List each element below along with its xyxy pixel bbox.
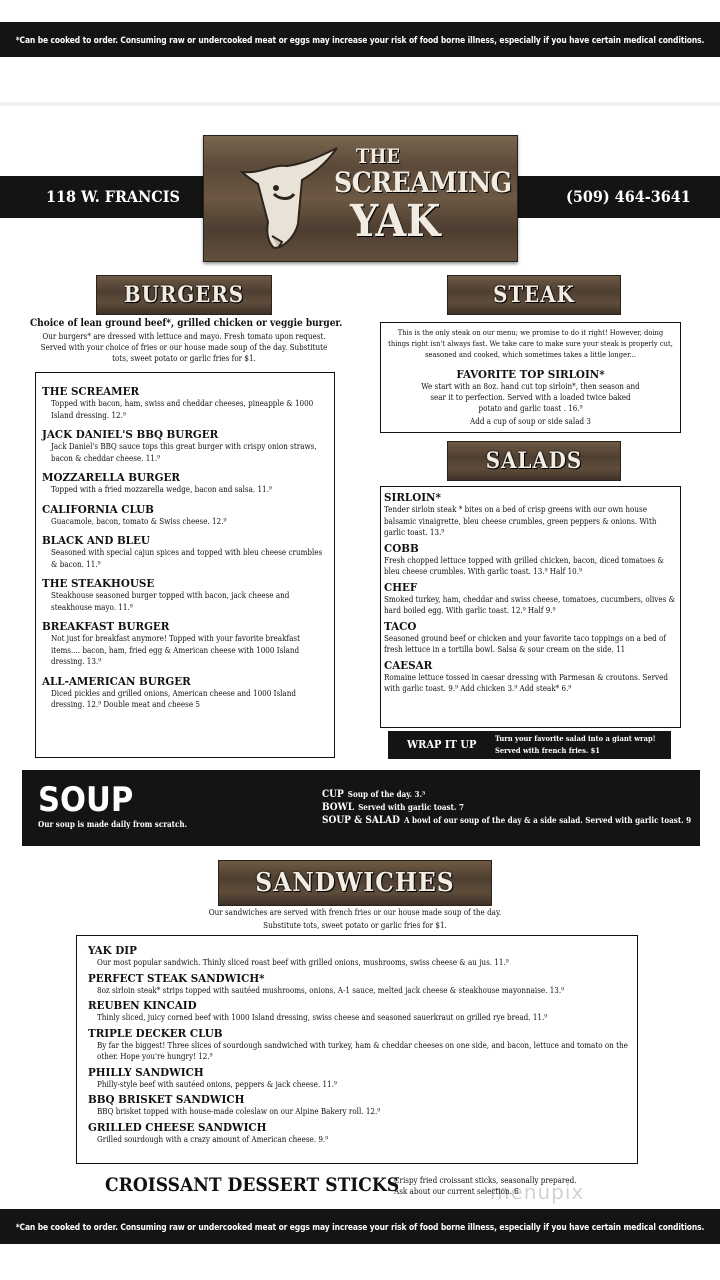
- sandwiches-title: SANDWICHES: [255, 868, 455, 898]
- salad-item-desc: Romaine lettuce tossed in caesar dressing with Parmesan & croutons. Served with garlic toast. 9.⁹ Add chicken 3.⁹ Add steak* 6.⁹: [384, 672, 668, 693]
- steak-box: [380, 322, 681, 433]
- burger-list: [42, 385, 330, 718]
- burgers-box: [35, 372, 335, 758]
- salad-item-desc: Seasoned ground beef or chicken and your favorite taco toppings on a bed of fresh lettuce in a tortilla bowl. Salsa & sour cream on the side. 11: [384, 633, 666, 654]
- watermark: menupix: [490, 1180, 585, 1204]
- burgers-intro-bold: Choice of lean ground beef*, grilled chicken or veggie burger.: [30, 318, 343, 329]
- sandwich-item: [88, 944, 633, 969]
- sandwich-item: [88, 972, 633, 997]
- burger-item-name: THE SCREAMER: [42, 384, 140, 398]
- phone: (509) 464-3641: [566, 187, 691, 206]
- soup-item-name: CUP: [322, 789, 344, 800]
- salad-item: [384, 659, 678, 695]
- sandwich-item-desc: Thinly sliced, juicy corned beef with 1000 Island dressing, swiss cheese and seasoned sauerkraut on grilled rye bread. 11.⁹: [97, 1013, 548, 1022]
- divider: [0, 102, 720, 106]
- sandwich-item-name: PHILLY SANDWICH: [88, 1064, 204, 1079]
- steak-item-name: FAVORITE TOP SIRLOIN*: [456, 367, 605, 381]
- soup-item: [322, 815, 692, 826]
- burger-item: [42, 620, 330, 668]
- salad-item-name: SIRLOIN*: [384, 490, 441, 504]
- burgers-title-plank: [96, 275, 272, 315]
- sandwich-item-name: BBQ BRISKET SANDWICH: [88, 1092, 245, 1106]
- wrap-it-up-banner: [388, 731, 671, 759]
- salad-item-name: COBB: [384, 540, 419, 555]
- wrap-it-up-label: WRAP IT UP: [407, 738, 477, 751]
- soup-title: SOUP: [38, 780, 134, 820]
- logo-text-screaming: SCREAMING: [334, 166, 512, 199]
- salad-item-desc: Smoked turkey, ham, cheddar and swiss cheese, tomatoes, cucumbers, olives & hard boiled egg. With garlic toast. 12.⁹ Half 9.⁹: [384, 594, 676, 615]
- sandwich-item-name: GRILLED CHEESE SANDWICH: [88, 1119, 267, 1134]
- burger-item-desc: Jack Daniel's BBQ sauce tops this great burger with crispy onion straws, bacon & cheddar cheese. 11.⁹: [51, 442, 317, 463]
- dessert-desc-2: Ask about our current selection. 6: [394, 1187, 519, 1196]
- top-disclaimer-band: [0, 22, 720, 57]
- burger-item: [42, 471, 330, 496]
- burger-item-desc: Seasoned with special cajun spices and topped with bleu cheese crumbles & bacon. 11.⁹: [51, 548, 323, 569]
- salad-item: [384, 620, 678, 656]
- steak-title-plank: [447, 275, 621, 315]
- salad-item: [384, 581, 678, 617]
- logo-text-the: THE: [356, 144, 401, 168]
- steak-title: STEAK: [493, 282, 575, 308]
- sandwich-item-desc: By far the biggest! Three slices of sourdough sandwiched with turkey, ham & cheddar cheeses on one side, and bacon, lettuce and tomato on the other. Hope you're hungry! 12.⁹: [97, 1040, 628, 1061]
- burger-item: [42, 503, 330, 528]
- steak-intro: This is the only steak on our menu; we promise to do it right! However, doing things right isn't always fast. We take care to make sure your steak is properly cut, seasoned and cooked, which sometimes takes a little longer...: [388, 328, 673, 359]
- soup-item-name: BOWL: [322, 802, 355, 813]
- soup-band: [22, 770, 700, 846]
- dessert-desc-1: Crispy fried croissant sticks, seasonally prepared.: [394, 1176, 577, 1185]
- burgers-intro: Our burgers* are dressed with lettuce and mayo. Fresh tomato upon request. Served with your choice of fries or our house made soup of the day. Substitute tots, sweet potato or garlic fries for $1.: [40, 332, 328, 363]
- burger-item-name: MOZZARELLA BURGER: [42, 470, 180, 484]
- burger-item-name: BLACK AND BLEU: [42, 533, 150, 547]
- burger-item-name: CALIFORNIA CLUB: [42, 501, 154, 516]
- logo-text-yak: YAK: [350, 196, 441, 247]
- burger-item: [42, 385, 330, 421]
- sandwich-item: [88, 1027, 633, 1063]
- dessert-name: CROISSANT DESSERT STICKS: [105, 1174, 400, 1196]
- soup-item-desc: A bowl of our soup of the day & a side salad. Served with garlic toast. 9: [403, 815, 692, 825]
- soup-list: [322, 789, 692, 828]
- sandwich-item: [88, 999, 633, 1024]
- soup-subtitle: Our soup is made daily from scratch.: [38, 819, 188, 829]
- burger-item-desc: Topped with a fried mozzarella wedge, bacon and salsa. 11.⁹: [51, 485, 272, 494]
- burger-item-desc: Guacamole, bacon, tomato & Swiss cheese. 12.⁹: [51, 516, 227, 526]
- salad-item-desc: Tender sirloin steak * bites on a bed of crisp greens with our own house balsamic vinaigrette, bleu cheese crumbles, green peppers & onions. With garlic toast. 13.⁹: [384, 505, 657, 537]
- salad-item-name: CHEF: [384, 579, 418, 594]
- top-disclaimer: *Can be cooked to order. Consuming raw or undercooked meat or eggs may increase your risk of food borne illness, especially if you have certain medical conditions.: [15, 35, 705, 45]
- burger-item-name: JACK DANIEL'S BBQ BURGER: [42, 427, 219, 441]
- burger-item-desc: Steakhouse seasoned burger topped with bacon, jack cheese and steakhouse mayo. 11.⁹: [51, 591, 290, 612]
- sandwich-item-name: TRIPLE DECKER CLUB: [88, 1025, 223, 1040]
- sandwich-item-desc: Philly-style beef with sautéed onions, peppers & jack cheese. 11.⁹: [97, 1079, 337, 1089]
- sandwich-list: [88, 944, 633, 1148]
- steak-item-desc: We start with an 8oz. hand cut top sirloin*, then season and sear it to perfection. Served with a loaded twice baked potato and garlic toast . 16.⁹: [421, 382, 640, 413]
- burger-item: [42, 675, 330, 711]
- salad-list: [384, 491, 678, 698]
- sandwich-item-name: YAK DIP: [88, 943, 137, 957]
- burger-item: [42, 534, 330, 570]
- sandwich-item: [88, 1066, 633, 1091]
- sandwich-item: [88, 1093, 633, 1118]
- burgers-title: BURGERS: [123, 282, 245, 308]
- sandwich-item-desc: Grilled sourdough with a crazy amount of American cheese. 9.⁹: [97, 1134, 329, 1144]
- salad-item-desc: Fresh chopped lettuce topped with grilled chicken, bacon, diced tomatoes & bleu cheese crumbles. With garlic toast. 13.⁹ Half 10.⁹: [384, 555, 664, 576]
- salad-item: [384, 542, 678, 578]
- sandwich-item-name: REUBEN KINCAID: [88, 998, 197, 1012]
- sandwiches-intro-1: Our sandwiches are served with french fries or our house made soup of the day.: [208, 908, 502, 917]
- address: 118 W. FRANCIS: [46, 187, 180, 206]
- salad-item-name: TACO: [384, 618, 417, 633]
- sandwich-item-desc: Our most popular sandwich. Thinly sliced roast beef with grilled onions, mushrooms, swiss cheese & au jus. 11.⁹: [97, 958, 509, 967]
- burger-item-name: BREAKFAST BURGER: [42, 619, 170, 633]
- salad-item: [384, 491, 678, 539]
- wrap-it-up-desc-1: Turn your favorite salad into a giant wrap!: [495, 734, 656, 743]
- bottom-disclaimer: *Can be cooked to order. Consuming raw or undercooked meat or eggs may increase your risk of food borne illness, especially if you have certain medical conditions.: [15, 1222, 705, 1232]
- sandwich-item-desc: BBQ brisket topped with house-made coleslaw on our Alpine Bakery roll. 12.⁹: [97, 1107, 381, 1116]
- salads-title: SALADS: [485, 448, 583, 474]
- soup-item: [322, 802, 692, 813]
- sandwich-item-name: PERFECT STEAK SANDWICH*: [88, 970, 265, 985]
- sandwiches-intro-2: Substitute tots, sweet potato or garlic fries for $1.: [263, 921, 447, 930]
- sandwiches-title-plank: [218, 860, 492, 906]
- yak-head-icon: [232, 144, 342, 254]
- steak-addon: Add a cup of soup or side salad 3: [470, 417, 591, 426]
- soup-item-desc: Served with garlic toast. 7: [358, 802, 464, 812]
- burger-item-name: THE STEAKHOUSE: [42, 576, 155, 590]
- burger-item-desc: Topped with bacon, ham, swiss and cheddar cheeses, pineapple & 1000 Island dressing. 12.⁹: [51, 399, 314, 420]
- logo: [203, 135, 518, 262]
- salads-title-plank: [447, 441, 621, 481]
- salads-box: [380, 486, 681, 728]
- bottom-disclaimer-band: [0, 1209, 720, 1244]
- soup-item: [322, 789, 692, 800]
- soup-item-desc: Soup of the day. 3.⁵: [347, 789, 426, 799]
- sandwiches-box: [76, 935, 638, 1164]
- sandwich-item-desc: 8oz sirloin steak* strips topped with sautéed mushrooms, onions, A-1 sauce, melted jack cheese & steakhouse mayonnaise. 13.⁹: [97, 985, 565, 995]
- burger-item-desc: Diced pickles and grilled onions, American cheese and 1000 Island dressing. 12.⁹ Double meat and cheese 5: [51, 688, 296, 709]
- burger-item: [42, 428, 330, 464]
- burger-item-desc: Not just for breakfast anymore! Topped with your favorite breakfast items.... bacon, ham, fried egg & American cheese with 1000 Island dressing. 13.⁹: [51, 634, 300, 666]
- salad-item-name: CAESAR: [384, 657, 433, 672]
- sandwich-item: [88, 1121, 633, 1146]
- burger-item: [42, 577, 330, 613]
- burger-item-name: ALL-AMERICAN BURGER: [42, 673, 191, 688]
- wrap-it-up-desc-2: Served with french fries. $1: [495, 746, 600, 755]
- soup-item-name: SOUP & SALAD: [322, 815, 400, 826]
